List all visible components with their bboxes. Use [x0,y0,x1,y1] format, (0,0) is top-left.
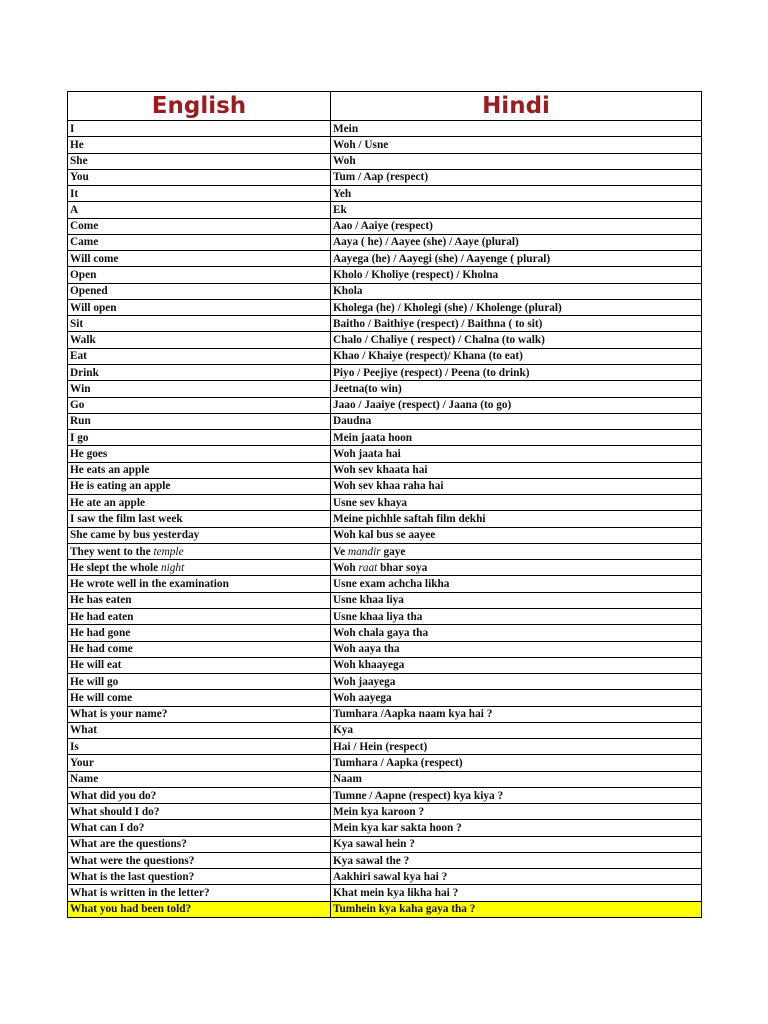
hindi-cell [331,885,702,901]
english-cell-text: Go [70,399,85,412]
english-cell [68,869,331,885]
table-row [68,901,702,917]
table-body [68,121,702,918]
english-cell [68,267,331,283]
english-cell [68,218,331,234]
hindi-cell [331,397,702,413]
table-row [68,430,702,446]
hindi-cell [331,381,702,397]
english-cell-text: What can I do? [70,822,145,835]
english-cell [68,413,331,429]
english-cell-text: He ate an apple [70,496,145,509]
hindi-cell [331,657,702,673]
english-cell [68,901,331,917]
hindi-cell [331,137,702,153]
table-row [68,413,702,429]
hindi-cell [331,787,702,803]
english-cell [68,299,331,315]
english-cell [68,820,331,836]
hindi-cell-text: Khat mein kya likha hai ? [333,887,459,900]
hindi-cell-text: Kya sawal the ? [333,854,410,867]
hindi-cell-text: Chalo / Chaliye ( respect) / Chalna (to walk) [333,334,545,347]
hindi-cell [331,625,702,641]
table-row [68,381,702,397]
hindi-cell-text: Usne khaa liya tha [333,610,423,623]
table-row [68,820,702,836]
english-cell-text: He had come [70,643,133,656]
english-cell-italic-word: temple [153,545,184,558]
table-row [68,153,702,169]
english-cell-italic-word: night [161,561,185,574]
english-cell-text: What is your name? [70,708,168,721]
hindi-cell-text: Tumhein kya kaha gaya tha ? [333,903,476,916]
english-cell-text: He eats an apple [70,464,150,477]
hindi-column-header: Hindi [331,92,702,121]
english-cell-text: He is eating an apple [70,480,171,493]
english-cell [68,169,331,185]
table-row [68,706,702,722]
hindi-cell-text: Woh jaayega [333,675,396,688]
hindi-cell [331,186,702,202]
hindi-cell-text: Usne sev khaya [333,496,408,509]
english-cell [68,690,331,706]
hindi-cell-text: Tumhara / Aapka (respect) [333,756,463,769]
english-cell [68,804,331,820]
hindi-cell-text: Woh khaayega [333,659,405,672]
english-cell [68,446,331,462]
english-cell [68,202,331,218]
table-row [68,202,702,218]
english-cell-text: Drink [70,366,99,379]
hindi-cell [331,218,702,234]
english-cell [68,430,331,446]
hindi-cell-text: Tumne / Aapne (respect) kya kiya ? [333,789,504,802]
hindi-cell [331,511,702,527]
english-cell-text: They went to the [70,545,151,558]
table-row [68,495,702,511]
english-cell-text: Opened [70,285,108,298]
table-row [68,657,702,673]
table-row [68,576,702,592]
hindi-cell [331,804,702,820]
table-row [68,885,702,901]
english-cell-text: What is the last question? [70,870,195,883]
hindi-cell [331,267,702,283]
table-row [68,332,702,348]
english-cell [68,153,331,169]
hindi-cell [331,690,702,706]
hindi-cell-text: Woh / Usne [333,138,389,151]
english-cell-text: You [70,171,89,184]
english-cell [68,657,331,673]
hindi-cell [331,901,702,917]
table-row [68,690,702,706]
hindi-cell-italic-word: raat [358,561,378,574]
table-row [68,755,702,771]
hindi-cell [331,462,702,478]
hindi-cell [331,121,702,137]
hindi-cell-text: Khola [333,285,363,298]
english-cell-text: He will go [70,675,119,688]
hindi-cell-text: Tumhara /Aapka naam kya hai ? [333,708,493,721]
english-cell-text: He will eat [70,659,122,672]
hindi-cell [331,169,702,185]
table-row [68,836,702,852]
english-cell-text: What were the questions? [70,854,195,867]
hindi-cell [331,364,702,380]
table-row [68,234,702,250]
table-row [68,869,702,885]
english-cell-text: Will open [70,301,117,314]
english-cell [68,592,331,608]
english-cell-text: She came by bus yesterday [70,529,200,542]
english-cell [68,381,331,397]
table-row [68,527,702,543]
english-cell-text: It [70,187,79,200]
hindi-cell [331,852,702,868]
english-cell-text: I saw the film last week [70,513,183,525]
hindi-cell [331,820,702,836]
english-cell-text: He has eaten [70,594,132,607]
english-cell-text: Came [70,236,99,249]
hindi-cell-text: Jaao / Jaaiye (respect) / Jaana (to go) [333,399,512,412]
table-row [68,543,702,559]
english-cell [68,251,331,267]
hindi-cell-italic-word: mandir [347,545,381,558]
english-cell-text: He wrote well in the examination [70,578,229,591]
table-row [68,560,702,576]
english-cell-text: Come [70,220,99,233]
hindi-cell-text: Aaya ( he) / Aayee (she) / Aaye (plural) [333,236,519,249]
hindi-cell [331,202,702,218]
hindi-cell-text: Piyo / Peejiye (respect) / Peena (to drink) [333,366,530,379]
english-cell [68,283,331,299]
hindi-cell-text: Mein kya kar sakta hoon ? [333,822,462,835]
english-cell-text: Eat [70,350,87,363]
english-cell [68,739,331,755]
hindi-cell [331,316,702,332]
table-row [68,283,702,299]
english-cell [68,495,331,511]
hindi-cell-text: Kholo / Kholiye (respect) / Kholna [333,269,499,282]
hindi-cell-text: Usne exam achcha likha [333,578,450,591]
table-row [68,299,702,315]
hindi-cell-text: Naam [333,773,362,786]
english-cell [68,674,331,690]
table-row [68,316,702,332]
english-cell-text: She [70,155,88,168]
english-cell [68,186,331,202]
table-row [68,462,702,478]
english-cell-text: Win [70,382,91,395]
english-cell [68,462,331,478]
hindi-cell [331,495,702,511]
english-cell-text: What [70,724,97,737]
hindi-cell-text: Woh kal bus se aayee [333,529,436,542]
english-cell [68,316,331,332]
english-cell-text: He will come [70,691,133,704]
english-cell [68,722,331,738]
hindi-cell-text: Usne khaa liya [333,594,404,607]
english-column-header: English [68,92,331,121]
hindi-cell-text: Aakhiri sawal kya hai ? [333,870,448,883]
hindi-cell-text: Ve [333,545,346,558]
english-cell [68,527,331,543]
hindi-cell [331,836,702,852]
hindi-cell-text: Jeetna(to win) [333,382,402,395]
table-row [68,608,702,624]
table-row [68,787,702,803]
table-row [68,739,702,755]
header-row [68,92,702,121]
english-cell-text: What are the questions? [70,838,187,851]
hindi-cell [331,446,702,462]
english-cell-text: Is [70,740,79,753]
english-cell [68,511,331,527]
hindi-cell-text: Woh jaata hai [333,447,401,460]
table-row [68,218,702,234]
hindi-cell-text: Woh aayega [333,691,392,704]
hindi-cell-text-tail: bhar soya [380,561,428,574]
english-cell [68,706,331,722]
hindi-cell [331,332,702,348]
hindi-cell-text: Woh chala gaya tha [333,626,429,639]
table-row [68,804,702,820]
english-cell [68,121,331,137]
table-row [68,478,702,494]
english-cell-text: What did you do? [70,789,157,802]
hindi-cell-text: Aayega (he) / Aayegi (she) / Aayenge ( plural) [333,252,551,265]
hindi-cell [331,674,702,690]
hindi-cell-text: Ek [333,203,347,216]
hindi-cell [331,755,702,771]
hindi-cell [331,527,702,543]
english-cell-text: Run [70,415,91,428]
english-cell [68,852,331,868]
english-cell [68,137,331,153]
hindi-cell-text: Woh [333,155,356,168]
hindi-cell-text: Woh aaya tha [333,643,400,656]
english-cell [68,885,331,901]
hindi-cell [331,771,702,787]
table-row [68,364,702,380]
table-row [68,592,702,608]
english-cell [68,576,331,592]
hindi-cell-text: Kholega (he) / Kholegi (she) / Kholenge (plural) [333,301,562,314]
english-cell-text: What is written in the letter? [70,887,210,900]
english-cell-text: He had eaten [70,610,134,623]
english-cell [68,397,331,413]
english-cell-text: Your [70,756,94,769]
hindi-cell [331,478,702,494]
hindi-cell [331,234,702,250]
hindi-cell [331,706,702,722]
hindi-cell [331,430,702,446]
table-row [68,674,702,690]
table-row [68,137,702,153]
english-cell-text: He goes [70,447,108,460]
hindi-cell [331,153,702,169]
english-cell-text: What should I do? [70,805,160,818]
english-cell-text: Open [70,269,97,282]
hindi-cell [331,543,702,559]
english-cell [68,364,331,380]
english-cell-text: Will come [70,252,119,265]
hindi-cell-text-tail: gaye [383,545,406,558]
english-cell-text: A [70,203,79,216]
hindi-cell-text: Meine pichhle saftah film dekhi [333,513,486,525]
english-cell [68,560,331,576]
english-cell [68,234,331,250]
hindi-cell-text: Woh [333,561,356,574]
table-row [68,852,702,868]
english-cell-text: He slept the whole [70,561,159,574]
english-cell-text: I go [70,431,89,444]
table-row [68,641,702,657]
hindi-cell [331,413,702,429]
hindi-cell-text: Woh sev khaa raha hai [333,480,444,493]
hindi-cell-text: Tum / Aap (respect) [333,171,429,184]
table-row [68,722,702,738]
english-cell-text: What you had been told? [70,903,192,916]
english-cell [68,478,331,494]
table-row [68,348,702,364]
hindi-cell-text: Hai / Hein (respect) [333,740,428,753]
table-row [68,251,702,267]
table-row [68,186,702,202]
table-row [68,267,702,283]
hindi-cell [331,722,702,738]
english-cell [68,543,331,559]
english-cell [68,608,331,624]
english-cell-text: Sit [70,317,84,330]
hindi-cell-text: Mein kya karoon ? [333,805,425,818]
table-row [68,121,702,137]
hindi-cell-text: Aao / Aaiye (respect) [333,220,433,233]
hindi-cell [331,739,702,755]
english-cell [68,348,331,364]
hindi-cell [331,576,702,592]
table-row [68,397,702,413]
english-cell-text: He [70,138,84,151]
table-row [68,446,702,462]
hindi-cell-text: Kya [333,724,354,737]
hindi-cell [331,560,702,576]
table-row [68,169,702,185]
hindi-cell [331,608,702,624]
hindi-cell-text: Baitho / Baithiye (respect) / Baithna ( to sit) [333,317,543,330]
hindi-cell [331,251,702,267]
hindi-cell [331,641,702,657]
table-row [68,511,702,527]
english-cell-text: I [70,122,75,135]
hindi-cell [331,283,702,299]
hindi-cell-text: Mein jaata hoon [333,431,413,444]
hindi-cell-text: Mein [333,122,359,135]
english-cell [68,625,331,641]
english-cell [68,787,331,803]
vocabulary-table [67,91,702,918]
english-cell-text: He had gone [70,626,131,639]
english-cell [68,641,331,657]
hindi-cell-text: Kya sawal hein ? [333,838,415,851]
hindi-cell [331,592,702,608]
hindi-cell-text: Yeh [333,187,352,200]
hindi-cell [331,299,702,315]
table-row [68,625,702,641]
hindi-cell-text: Woh sev khaata hai [333,464,428,477]
hindi-cell-text: Khao / Khaiye (respect)/ Khana (to eat) [333,350,523,363]
english-cell [68,836,331,852]
table-row [68,771,702,787]
english-cell-text: Name [70,773,99,786]
english-cell-text: Walk [70,334,96,347]
hindi-cell [331,348,702,364]
english-cell [68,771,331,787]
hindi-cell [331,869,702,885]
english-cell [68,332,331,348]
hindi-cell-text: Daudna [333,415,372,428]
english-cell [68,755,331,771]
